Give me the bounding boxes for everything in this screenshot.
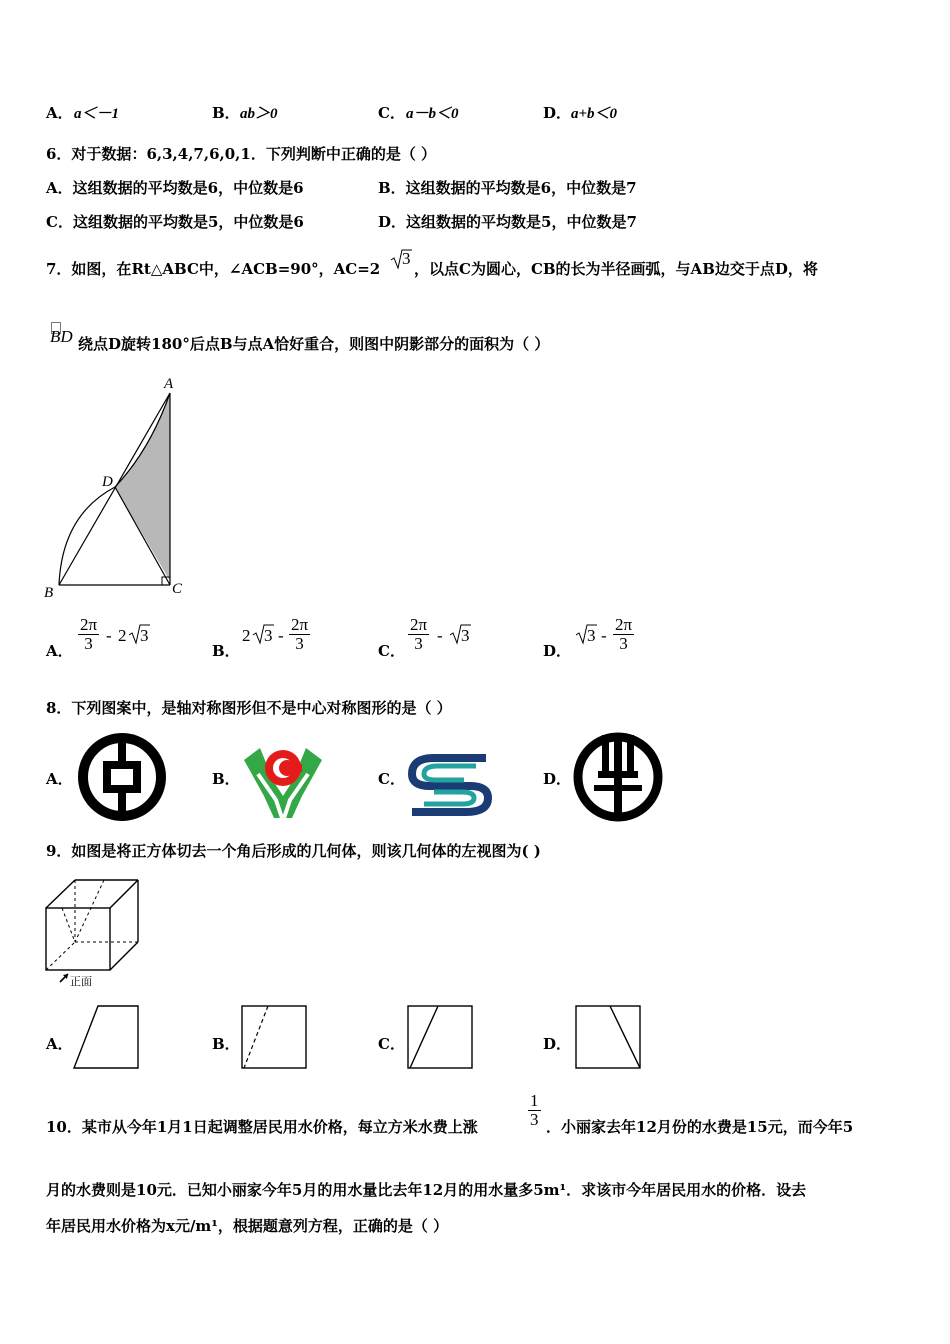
frac-den: 3 — [295, 634, 304, 653]
q7-option-b-label: B． — [212, 642, 240, 660]
q9-option-c-figure — [406, 1004, 476, 1072]
q10-fraction — [528, 1092, 541, 1129]
q7-option-d-frac — [613, 616, 634, 653]
q5-option-a-text: a＜－1 — [74, 106, 120, 122]
q7-option-d-minus: - — [601, 626, 607, 645]
q7-option-a-label: A． — [46, 642, 73, 660]
q9-option-b-label: B． — [212, 1035, 240, 1053]
q6-option-c: C．这组数据的平均数是5，中位数是6 — [46, 213, 304, 231]
q7-label-b: B — [44, 585, 54, 601]
q8-option-d-label: D． — [543, 770, 572, 788]
q7-option-a-minus: - — [106, 626, 112, 645]
q7-option-c-minus: - — [437, 626, 443, 645]
q7-label-c: C — [172, 581, 183, 597]
q7-option-b-minus: - — [278, 626, 284, 645]
q10-stem-part2: ．小丽家去年12月份的水费是15元，而今年5 — [546, 1118, 854, 1136]
q7-label-a: A — [164, 376, 174, 392]
q6-option-b: B．这组数据的平均数是6，中位数是7 — [378, 179, 637, 197]
q7-option-c-label: C． — [378, 642, 405, 660]
frac-num: 2π — [291, 615, 309, 634]
frac-num: 2π — [410, 615, 428, 634]
q9-front-label: 正面 — [70, 975, 92, 988]
q9-option-a-figure — [72, 1004, 142, 1072]
q10-line2: 月的水费则是10元．已知小丽家今年5月的用水量比去年12月的用水量多5m¹．求该市今年居民用水的价格．设去 — [46, 1181, 807, 1199]
q7-stem-line2: 绕点D旋转180°后点B与点A恰好重合，则图中阴影部分的面积为（ ） — [78, 335, 550, 353]
q7-stem-part1: 7．如图，在Rt△ABC中，∠ACB=90°，AC=2 — [46, 260, 381, 278]
q7-option-d-radicand: 3 — [587, 626, 596, 645]
citic-bank-logo-icon — [404, 744, 496, 820]
q5-option-b-text: ab＞0 — [240, 106, 278, 122]
q9-option-c-label: C． — [378, 1035, 405, 1053]
q8-option-a-label: A． — [46, 770, 73, 788]
q8-option-b-label: B． — [212, 770, 240, 788]
q7-option-c-frac — [408, 616, 429, 653]
q7-option-b-coef: 2 — [242, 626, 251, 645]
q10-stem-part1: 10．某市从今年1月1日起调整居民用水价格，每立方米水费上涨 — [46, 1118, 478, 1136]
q7-stem-part2: ，以点C为圆心，CB的长为半径画弧，与AB边交于点D，将 — [414, 260, 818, 278]
q5-option-c-label: C． — [378, 104, 405, 122]
q7-option-a-radicand: 3 — [140, 626, 149, 645]
bank-of-china-logo-icon — [76, 731, 168, 823]
q5-option-a-label: A． — [46, 104, 73, 122]
q7-option-a-frac — [78, 616, 99, 653]
q7-label-d: D — [102, 474, 113, 490]
q8-option-c-label: C． — [378, 770, 405, 788]
frac-num: 2π — [615, 615, 633, 634]
q7-triangle-figure — [40, 375, 200, 605]
q9-option-b-figure — [240, 1004, 310, 1072]
q7-option-c-radicand: 3 — [461, 626, 470, 645]
frac-den: 3 — [84, 634, 93, 653]
frac-den: 3 — [530, 1110, 539, 1129]
agricultural-bank-logo-icon — [240, 738, 326, 822]
q5-option-b-label: B． — [212, 104, 240, 122]
q7-option-a-coef: 2 — [118, 626, 127, 645]
q5-option-d-label: D． — [543, 104, 572, 122]
frac-num: 1 — [530, 1091, 539, 1110]
q7-bd-arc-label: BD — [50, 327, 73, 346]
shaded-region — [115, 393, 170, 581]
q7-option-d-label: D． — [543, 642, 572, 660]
q10-line3: 年居民用水价格为x元/m¹，根据题意列方程，正确的是（ ） — [46, 1217, 449, 1235]
q5-option-d-text: a+b＜0 — [571, 106, 618, 122]
q9-stem: 9．如图是将正方体切去一个角后形成的几何体，则该几何体的左视图为( ) — [46, 842, 541, 860]
q7-option-b-frac — [289, 616, 310, 653]
q7-option-b-radicand: 3 — [264, 626, 273, 645]
industrial-bank-logo-icon — [572, 731, 664, 823]
q9-cube-figure — [40, 874, 150, 984]
q8-stem: 8．下列图案中，是轴对称图形但不是中心对称图形的是（ ） — [46, 699, 452, 717]
frac-den: 3 — [414, 634, 423, 653]
q7-sqrt-radicand: 3 — [402, 249, 411, 268]
q6-stem: 6．对于数据：6,3,4,7,6,0,1．下列判断中正确的是（ ） — [46, 145, 437, 163]
q6-option-d: D．这组数据的平均数是5，中位数是7 — [378, 213, 637, 231]
q9-option-d-label: D． — [543, 1035, 572, 1053]
q9-option-d-figure — [574, 1004, 644, 1072]
q5-option-c-text: a－b＜0 — [406, 106, 459, 122]
q9-option-a-label: A． — [46, 1035, 73, 1053]
frac-den: 3 — [619, 634, 628, 653]
q6-option-a: A．这组数据的平均数是6，中位数是6 — [46, 179, 304, 197]
frac-num: 2π — [80, 615, 98, 634]
